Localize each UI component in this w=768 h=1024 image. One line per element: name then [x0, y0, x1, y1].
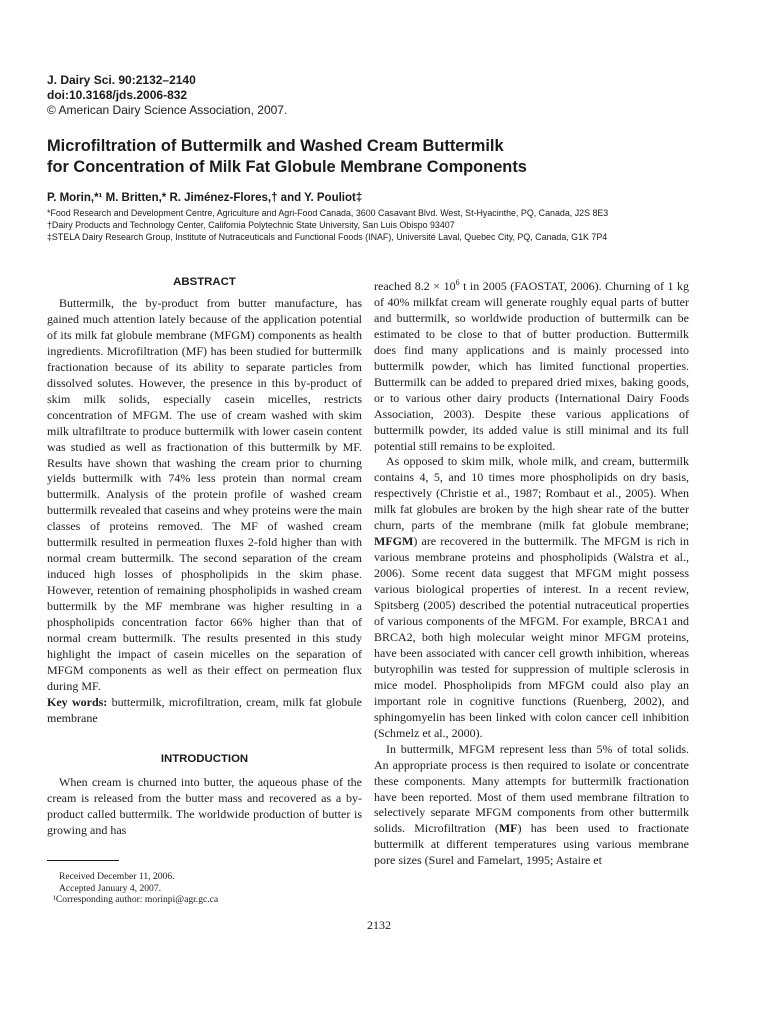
left-column: [47, 296, 362, 727]
mf-abbrev: MF: [498, 821, 518, 836]
mfgm-abbrev: MFGM: [374, 534, 414, 549]
affiliations: [47, 207, 608, 244]
footnote-divider: [47, 860, 119, 861]
journal-doi: doi:10.3168/jds.2006-832: [47, 88, 188, 102]
right-column: [374, 275, 689, 869]
keywords-text: buttermilk, microfiltration, cream, milk fat globule membrane: [47, 694, 362, 725]
production-exponent: 6: [455, 278, 460, 287]
intro-column: [47, 775, 362, 839]
abstract-text: Buttermilk, the by-product from butter manufacture, has gained much attention lately because of the application potential of its milk fat globule membrane (MFGM) components as health ingredients. Microfiltration (MF) has been studied for buttermilk fractionation because of its ability to separate particles from dissolved solutes. However, the presence in this by-product of skim milk solids, especially casein micelles, restricts concentration of MFGM. The use of cream washed with skim milk ultrafiltrate to produce buttermilk with lower casein content was studied as well as fractionation of this buttermilk by MF. Results have shown that washing the cream prior to churning yields buttermilk with 74% less protein than normal cream buttermilk. Analysis of the protein profile of washed cream buttermilk revealed that caseins and whey proteins were the main classes of proteins removed. The MF of washed cream buttermilk resulted in permeation fluxes 2-fold higher than with normal cream buttermilk. The second separation of the cream induced high losses of phospholipids in the skim phase. However, retention of remaining phospholipids in washed cream buttermilk by the MF membrane was higher resulting in a phospholipids concentration factor 66% higher than that of normal cream buttermilk. The results presented in this study highlight the impact of casein micelles on the separation of MFGM components as well as their effect on permeation flux during MF.: [47, 296, 362, 693]
mf-text-a: In buttermilk, MFGM represent less than 5% of total solids. An appropriate process is then required to isolate or concentrate these components. Many attempts for buttermilk fractionation have been reported. Most of them used membrane filtration to selectively separate MFGM components from other buttermilk solids. Microfiltration (: [374, 741, 689, 836]
right-paragraph-2: [374, 454, 689, 741]
keywords: [47, 695, 362, 727]
abstract-heading: ABSTRACT: [173, 276, 236, 288]
right-paragraph-3: [374, 742, 689, 870]
journal-header: [47, 73, 287, 118]
affiliation-1: *Food Research and Development Centre, Agriculture and Agri-Food Canada, 3600 Casavant Blvd. West, St-Hyacinthe, PQ, Canada, J2S 8E3: [47, 208, 609, 218]
production-text-b: t in 2005 (FAOSTAT, 2006). Churning of 1 kg of 40% milkfat cream will generate roughly equal parts of butter and buttermilk, so worldwide production of buttermilk can be estimated to be close to that of butter production. Buttermilk does find many applications and is mainly processed into buttermilk powder, which has limited functional properties. Buttermilk can be added to prepared dried mixes, baking goods, or to various other dairy products (International Dairy Foods Association, 2003). Despite these various applications of buttermilk powder, its added value is still minimal and its full potential still remains to be exploited.: [374, 279, 689, 453]
introduction-heading: INTRODUCTION: [160, 753, 249, 765]
footnote-accepted: Accepted January 4, 2007.: [59, 882, 162, 894]
intro-paragraph-1: When cream is churned into butter, the aqueous phase of the cream is released from the butter mass and recovered as a by-product called buttermilk. The worldwide production of butter is growing and has: [47, 775, 362, 837]
footnotes: [53, 871, 219, 906]
author-list: P. Morin,*¹ M. Britten,* R. Jiménez-Flores,† and Y. Pouliot‡: [47, 192, 363, 204]
keywords-label: Key words:: [47, 694, 108, 709]
production-text-a: reached 8.2 × 10: [374, 279, 456, 293]
affiliation-2: †Dairy Products and Technology Center, California Polytechnic State University, San Luis Obispo 93407: [47, 220, 455, 231]
title-line-2: for Concentration of Milk Fat Globule Membrane Components: [47, 158, 527, 176]
affiliation-3: ‡STELA Dairy Research Group, Institute of Nutraceuticals and Functional Foods (INAF), Université Laval, Quebec City, PQ, Canada, G1K 7P4: [47, 232, 608, 243]
footnote-corresponding: ¹Corresponding author: morinpi@agr.gc.ca: [53, 894, 219, 905]
journal-copyright: © American Dairy Science Association, 2007.: [47, 103, 288, 117]
page-number: 2132: [367, 918, 391, 932]
mfgm-text-b: ) are recovered in the buttermilk. The MFGM is rich in various membrane proteins and phospholipids (Walstra et al., 2006). Some recent data suggest that MFGM might possess various biological properties of interest. In a recent review, Spitsberg (2005) described the potential nutraceutical properties of various components of the MFGM. For example, BRCA1 and BRCA2, both high molecular weight minor MFGM proteins, have been associated with cancer cell growth inhibition, whereas butyrophilin was tested for suppression of multiple sclerosis in mice model. Phospholipids from MFGM could also play an important role in cognitive functions (Ruenberg, 2002), and sphingomyelin has been linked with colon cancer cell inhibition (Schmelz et al., 2000).: [374, 534, 689, 740]
title-line-1: Microfiltration of Buttermilk and Washed Cream Buttermilk: [47, 137, 504, 155]
right-paragraph-1: [374, 275, 689, 454]
footnote-received: Received December 11, 2006.: [59, 871, 175, 882]
paper-title: [47, 136, 737, 178]
mfgm-text-a: As opposed to skim milk, whole milk, and cream, buttermilk contains 4, 5, and 10 times more phospholipids on dry basis, respectively (Christie et al., 1987; Rombaut et al., 2005). When milk fat globules are broken by the high shear rate of the butter churn, parts of the membrane (milk fat globule membrane;: [374, 454, 689, 533]
mf-text-b: ) has been used to fractionate buttermilk at different temperatures using various membrane pore sizes (Surel and Famelart, 1995; Astaire et: [374, 821, 689, 868]
journal-citation: J. Dairy Sci. 90:2132–2140: [47, 73, 196, 87]
